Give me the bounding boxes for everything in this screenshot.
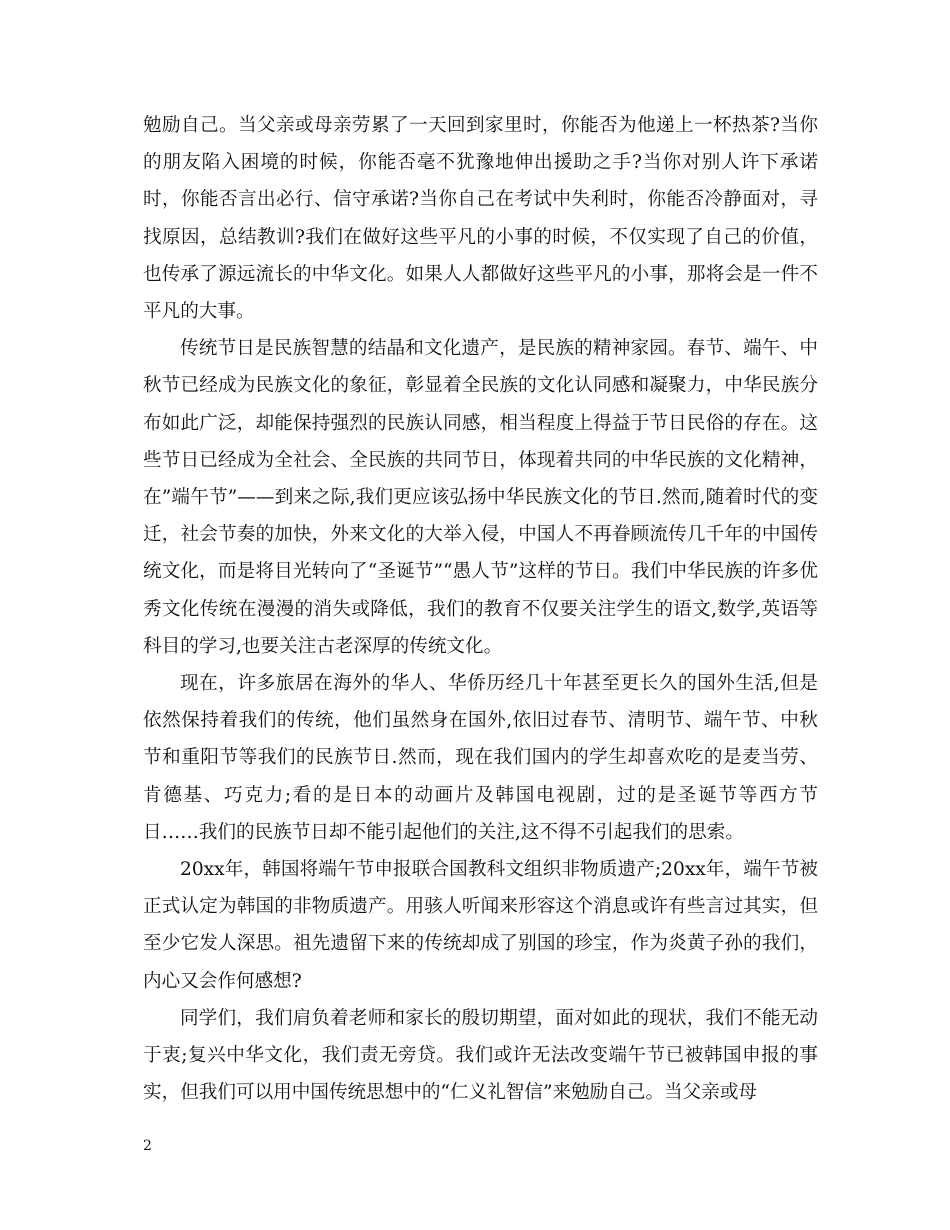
paragraph-5: 同学们，我们肩负着老师和家长的殷切期望，面对如此的现状，我们不能无动于衷;复兴中华文化，我们责无旁贷。我们或许无法改变端午节已被韩国申报的事实，但我们可以用中国传统思想中的“仁义礼智信”来勉励自己。当父亲或母: [143, 1007, 818, 1104]
paragraph-4: 20xx年，韩国将端午节申报联合国教科文组织非物质遗产;20xx年，端午节被正式认定为韩国的非物质遗产。用骇人听闻来形容这个消息或许有些言过其实，但至少它发人深思。祖先遗留下来的传统却成了别国的珍宝，作为炎黄子孙的我们，内心又会作何感想?: [143, 859, 818, 992]
paragraph-1: 勉励自己。当父亲或母亲劳累了一天回到家里时，你能否为他递上一杯热茶?当你的朋友陷入困境的时候，你能否毫不犹豫地伸出援助之手?当你对别人许下承诺时，你能否言出必行、信守承诺?当你自己在考试中失利时，你能否冷静面对，寻找原因，总结教训?我们在做好这些平凡的小事的时候，不仅实现了自己的价值，也传承了源远流长的中华文化。如果人人都做好这些平凡的小事，那将会是一件不平凡的大事。: [143, 115, 818, 323]
paragraph-3: 现在，许多旅居在海外的华人、华侨历经几十年甚至更长久的国外生活,但是依然保持着我们的传统，他们虽然身在国外,依旧过春节、清明节、端午节、中秋节和重阳节等我们的民族节日.然而，现在我们国内的学生却喜欢吃的是麦当劳、肯德基、巧克力;看的是日本的动画片及韩国电视剧，过的是圣诞节等西方节日……我们的民族节日却不能引起他们的关注,这不得不引起我们的思索。: [143, 673, 818, 843]
paragraph-2: 传统节日是民族智慧的结晶和文化遗产，是民族的精神家园。春节、端午、中秋节已经成为民族文化的象征，彰显着全民族的文化认同感和凝聚力，中华民族分布如此广泛，却能保持强烈的民族认同感，相当程度上得益于节日民俗的存在。这些节日已经成为全社会、全民族的共同节日，体现着共同的中华民族的文化精神，在”端午节”——到来之际,我们更应该弘扬中华民族文化的节日.然而,随着时代的变迁，社会节奏的加快，外来文化的大举入侵，中国人不再眷顾流传几千年的中国传统文化，而是将目光转向了“圣诞节”“愚人节”这样的节日。我们中华民族的许多优秀文化传统在漫漫的消失或降低，我们的教育不仅要关注学生的语文,数学,英语等科目的学习,也要关注古老深厚的传统文化。: [143, 338, 818, 657]
body-text: [143, 107, 818, 1111]
page-number: 2: [143, 1138, 152, 1154]
